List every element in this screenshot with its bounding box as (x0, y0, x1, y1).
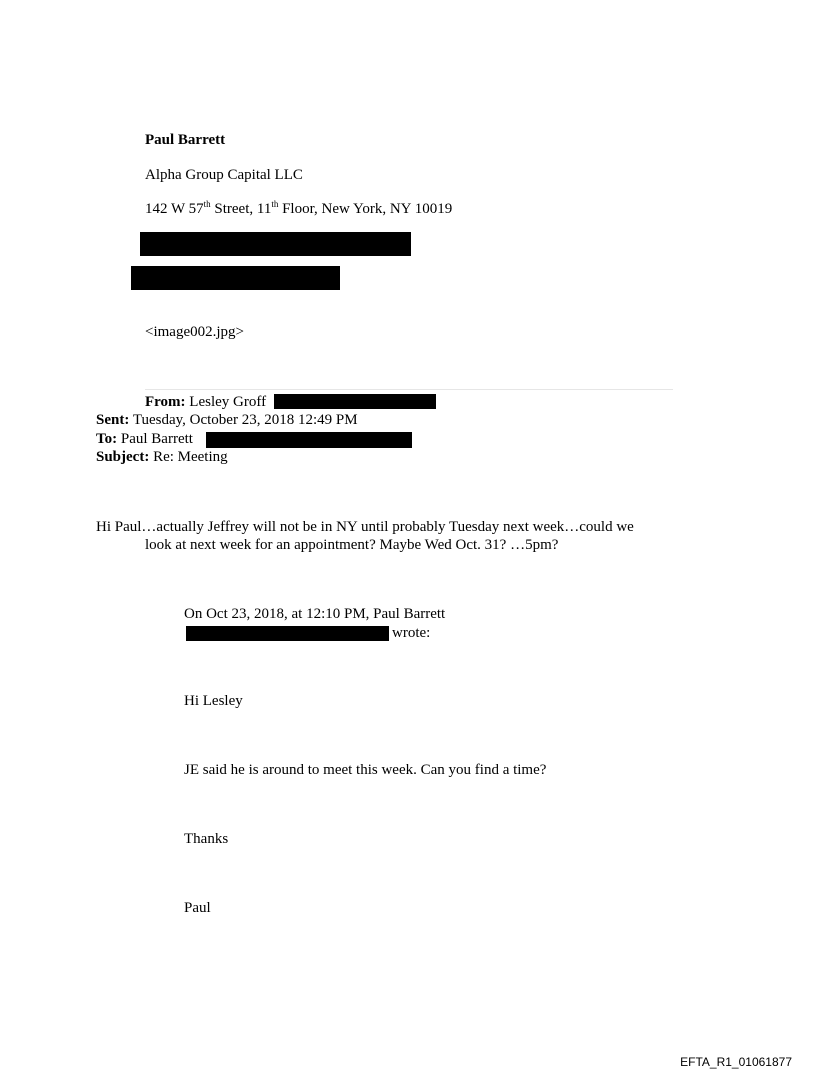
to-line (96, 430, 193, 448)
reply-line-1: Hi Paul…actually Jeffrey will not be in NY until probably Tuesday next week…could we (96, 519, 634, 535)
quoted-attribution: On Oct 23, 2018, at 12:10 PM, Paul Barrett (184, 606, 446, 622)
to-label: To: (96, 431, 118, 447)
sent-value: Tuesday, October 23, 2018 12:49 PM (132, 412, 358, 428)
from-line (145, 393, 266, 411)
sent-line (96, 411, 358, 429)
address-part1: 142 W 57 (145, 201, 204, 217)
image-placeholder: <image002.jpg> (145, 324, 244, 340)
header-separator (145, 389, 673, 390)
signature-name: Paul Barrett (145, 132, 226, 148)
quoted-signoff: Paul (184, 900, 211, 916)
subject-line (96, 448, 228, 466)
from-value: Lesley Groff (189, 394, 267, 410)
bates-number: EFTA_R1_01061877 (680, 1055, 792, 1069)
subject-value: Re: Meeting (153, 449, 228, 465)
subject-label: Subject: (96, 449, 150, 465)
redaction-to-email (206, 432, 412, 448)
quoted-wrote: wrote: (392, 625, 431, 641)
sent-label: Sent: (96, 412, 130, 428)
reply-line-2: look at next week for an appointment? Maybe Wed Oct. 31? …5pm? (145, 537, 559, 553)
to-value: Paul Barrett (120, 431, 193, 447)
address-sup1: th (203, 199, 211, 209)
redaction-quoted-email (186, 626, 389, 641)
address-sup2: th (271, 199, 279, 209)
signature-address (145, 200, 452, 218)
redaction-from-email (274, 394, 436, 409)
address-part3: Floor, New York, NY 10019 (278, 201, 453, 217)
redaction-signature-2 (131, 266, 340, 290)
quoted-thanks: Thanks (184, 831, 229, 847)
quoted-body: JE said he is around to meet this week. Can you find a time? (184, 762, 547, 778)
redaction-signature-1 (140, 232, 411, 256)
quoted-greeting: Hi Lesley (184, 693, 243, 709)
address-part2: Street, 11 (210, 201, 272, 217)
from-label: From: (145, 394, 186, 410)
signature-company: Alpha Group Capital LLC (145, 167, 303, 183)
